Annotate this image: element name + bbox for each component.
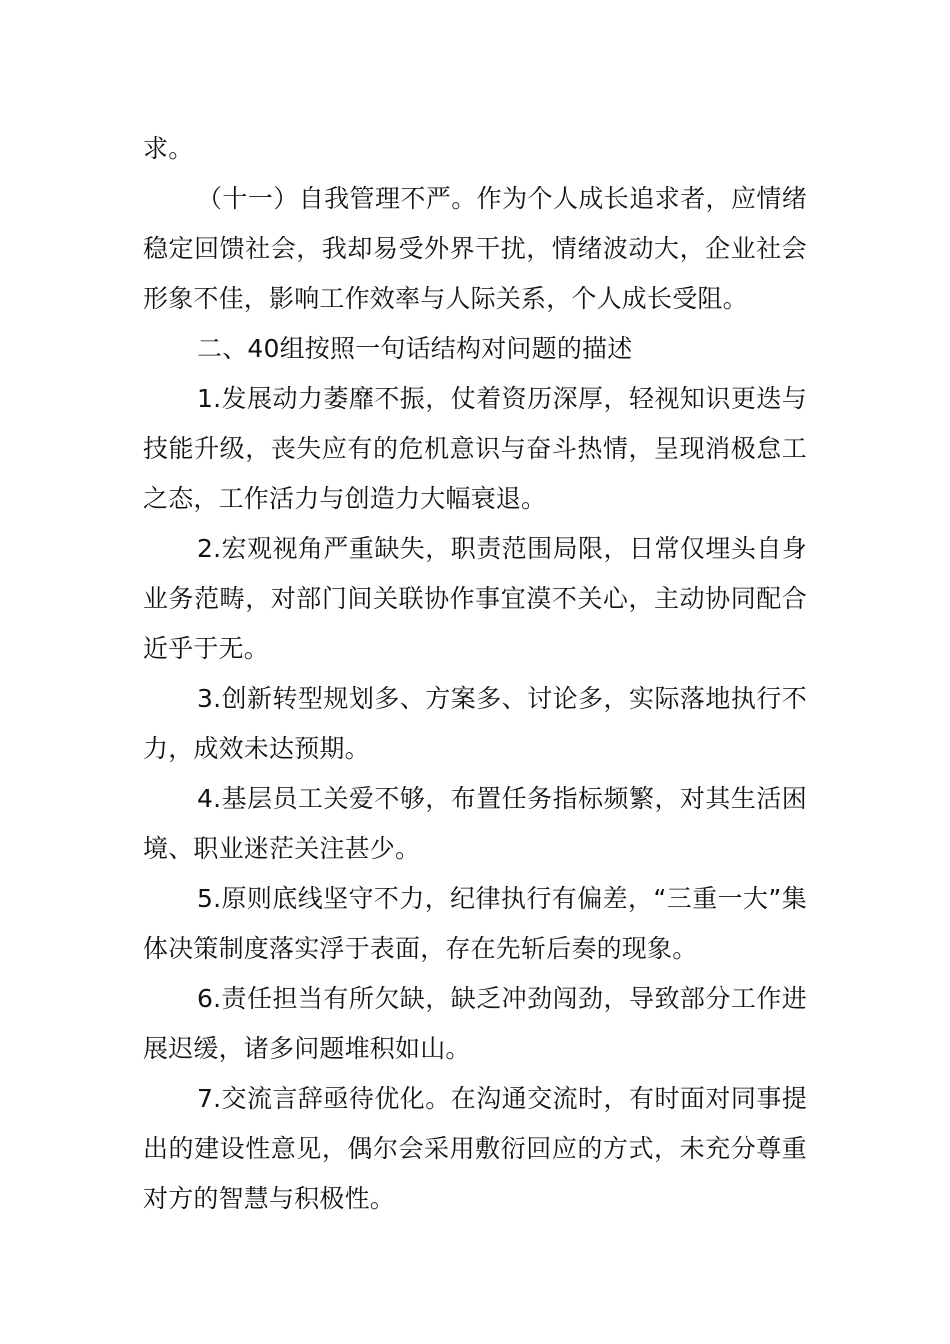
document-body (143, 124, 807, 1224)
list-item-3: 3.创新转型规划多、方案多、讨论多，实际落地执行不力，成效未达预期。 (143, 684, 807, 763)
list-item-6: 6.责任担当有所欠缺，缺乏冲劲闯劲，导致部分工作进展迟缓，诸多问题堆积如山。 (143, 984, 807, 1063)
section-heading: 二、40组按照一句话结构对问题的描述 (197, 334, 633, 363)
list-item-4: 4.基层员工关爱不够，布置任务指标频繁，对其生活困境、职业迷茫关注甚少。 (143, 784, 807, 863)
list-item-2: 2.宏观视角严重缺失，职责范围局限，日常仅埋头自身业务范畴，对部门间关联协作事宜漠不关心，主动协同配合近乎于无。 (143, 534, 807, 663)
paragraph-self-management: （十一）自我管理不严。作为个人成长追求者，应情绪稳定回馈社会，我却易受外界干扰，情绪波动大，企业社会形象不佳，影响工作效率与人际关系，个人成长受阻。 (143, 184, 807, 313)
list-item-5: 5.原则底线坚守不力，纪律执行有偏差，“三重一大”集体决策制度落实浮于表面，存在先斩后奏的现象。 (143, 884, 807, 963)
list-item-1: 1.发展动力萎靡不振，仗着资历深厚，轻视知识更迭与技能升级，丧失应有的危机意识与奋斗热情，呈现消极怠工之态，工作活力与创造力大幅衰退。 (143, 384, 807, 513)
list-item-7: 7.交流言辞亟待优化。在沟通交流时，有时面对同事提出的建设性意见，偶尔会采用敷衍回应的方式，未充分尊重对方的智慧与积极性。 (143, 1084, 807, 1213)
paragraph-continuation: 求。 (143, 134, 194, 163)
